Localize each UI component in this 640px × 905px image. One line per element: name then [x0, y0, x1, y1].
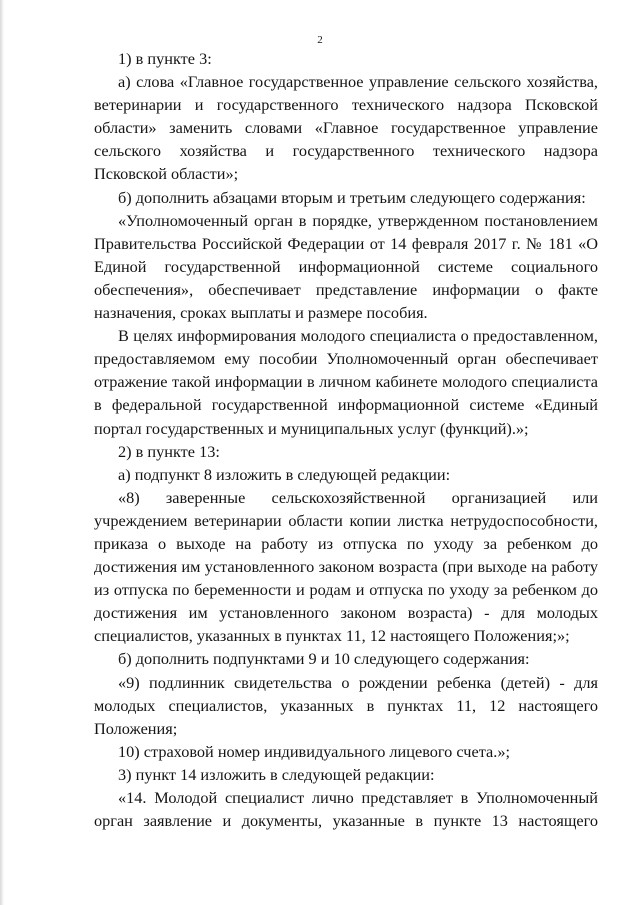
page-number: 2	[317, 34, 323, 46]
paragraph-item-3: 1) в пункте 3:	[118, 49, 212, 68]
paragraph-quote-informing: В целях информирования молодого специалиста о предоставленном, предоставляемом ему пособии Уполномоченный орган обеспечивает отражение такой информации в личном кабинете молодого специалиста в федеральной государственной информационной системе «Единый портал государственных и муниципальных услуг (функций).»;	[94, 326, 598, 438]
paragraph-item-3-a: а) слова «Главное государственное управление сельского хозяйства, ветеринарии и государственного технического надзора Псковской области» заменить словами «Главное государственное управление сельского хозяйства и государственного технического надзора Псковской области»;	[94, 72, 598, 184]
paragraph-item-14: 3) пункт 14 изложить в следующей редакции:	[118, 764, 435, 784]
paragraph-subitem-8: «8) заверенные сельскохозяйственной организацией или учреждением ветеринарии области копии листка нетрудоспособности, приказа о выходе на работу из отпуска по уходу за ребенком до достижения им установленного законом возраста (при выходе на работу из отпуска по беременности и родам и отпуска по уходу за ребенком до достижения им установленного законом возраста) - для молодых специалистов, указанных в пунктах 11, 12 настоящего Положения;»;	[94, 487, 598, 646]
scan-edge	[0, 0, 4, 905]
paragraph-item-13-a: а) подпункт 8 изложить в следующей редакции:	[118, 464, 451, 484]
paragraph-item-13-b: б) дополнить подпунктами 9 и 10 следующего содержания:	[118, 649, 530, 669]
paragraph-subitem-10: 10) страховой номер индивидуального лицевого счета.»;	[118, 741, 510, 761]
document-body	[94, 47, 598, 832]
paragraph-item-3-b: б) дополнить абзацами вторым и третьим следующего содержания:	[118, 187, 586, 207]
paragraph-quote-authorized-body: «Уполномоченный орган в порядке, утвержденном постановлением Правительства Российской Федерации от 14 февраля 2017 г. № 181 «О Единой государственной информационной системе социального обеспечения», обеспечивает представление информации о факте назначения, сроках выплаты и размере пособия.	[94, 210, 598, 323]
paragraph-item-13: 2) в пункте 13:	[118, 441, 220, 461]
paragraph-subitem-9: «9) подлинник свидетельства о рождении ребенка (детей) - для молодых специалистов, указанных в пунктах 11, 12 настоящего Положения;	[94, 672, 598, 738]
paragraph-quote-item-14: «14. Молодой специалист лично представляет в Уполномоченный орган заявление и документы, указанные в пункте 13 настоящего	[94, 788, 598, 831]
